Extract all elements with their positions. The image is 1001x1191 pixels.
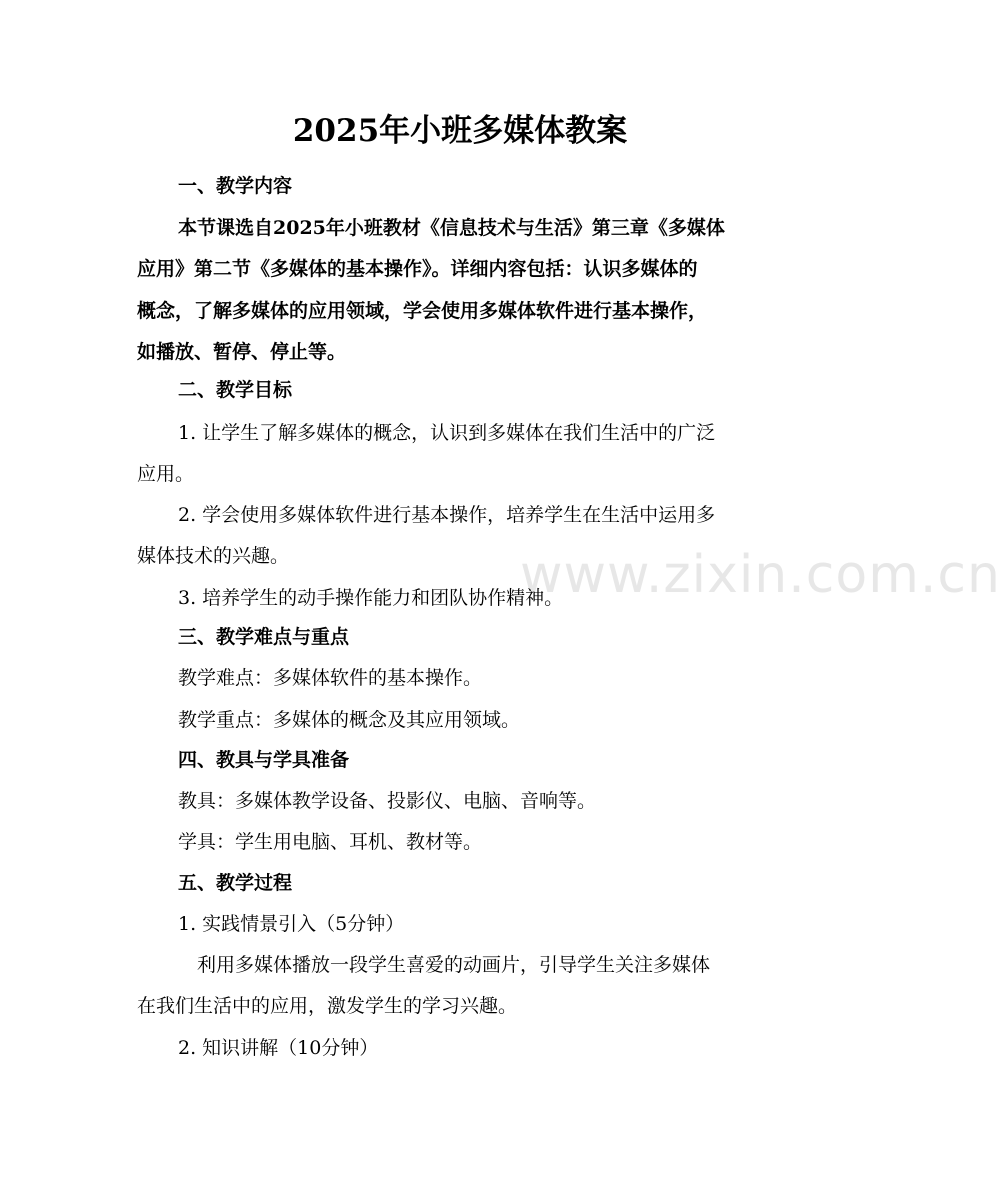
- goal-item-2: 2. 学会使用多媒体软件进行基本操作，培养学生在生活中运用多: [178, 504, 716, 526]
- section-heading-key-points: 三、教学难点与重点: [178, 626, 350, 648]
- process-step-1: 1. 实践情景引入（5分钟）: [178, 913, 405, 935]
- content-paragraph-line: 本节课选自2025年小班教材《信息技术与生活》第三章《多媒体: [178, 217, 725, 239]
- content-paragraph-line: 应用》第二节《多媒体的基本操作》。详细内容包括：认识多媒体的: [137, 258, 698, 280]
- section-heading-goals: 二、教学目标: [178, 379, 293, 401]
- goal-item-2-cont: 媒体技术的兴趣。: [137, 545, 290, 567]
- content-paragraph-line: 如播放、暂停、停止等。: [137, 341, 347, 363]
- goal-item-1-cont: 应用。: [137, 463, 195, 485]
- watermark: www.zixin.com.cn: [520, 545, 1001, 605]
- section-heading-process: 五、教学过程: [178, 872, 293, 894]
- process-step-1-desc-cont: 在我们生活中的应用，激发学生的学习兴趣。: [137, 995, 518, 1017]
- teaching-focus: 教学重点：多媒体的概念及其应用领域。: [178, 709, 521, 731]
- teaching-difficulty: 教学难点：多媒体软件的基本操作。: [178, 667, 483, 689]
- goal-item-1: 1. 让学生了解多媒体的概念，认识到多媒体在我们生活中的广泛: [178, 422, 716, 444]
- process-step-1-desc: 利用多媒体播放一段学生喜爱的动画片，引导学生关注多媒体: [197, 954, 711, 976]
- process-step-2: 2. 知识讲解（10分钟）: [178, 1037, 379, 1059]
- document-title: 2025年小班多媒体教案: [292, 113, 628, 149]
- teaching-aids: 教具：多媒体教学设备、投影仪、电脑、音响等。: [178, 790, 597, 812]
- section-heading-materials: 四、教具与学具准备: [178, 749, 350, 771]
- goal-item-3: 3. 培养学生的动手操作能力和团队协作精神。: [178, 587, 564, 609]
- section-heading-content: 一、教学内容: [178, 175, 293, 197]
- content-paragraph-line: 概念，了解多媒体的应用领域，学会使用多媒体软件进行基本操作，: [137, 300, 708, 322]
- learning-aids: 学具：学生用电脑、耳机、教材等。: [178, 831, 483, 853]
